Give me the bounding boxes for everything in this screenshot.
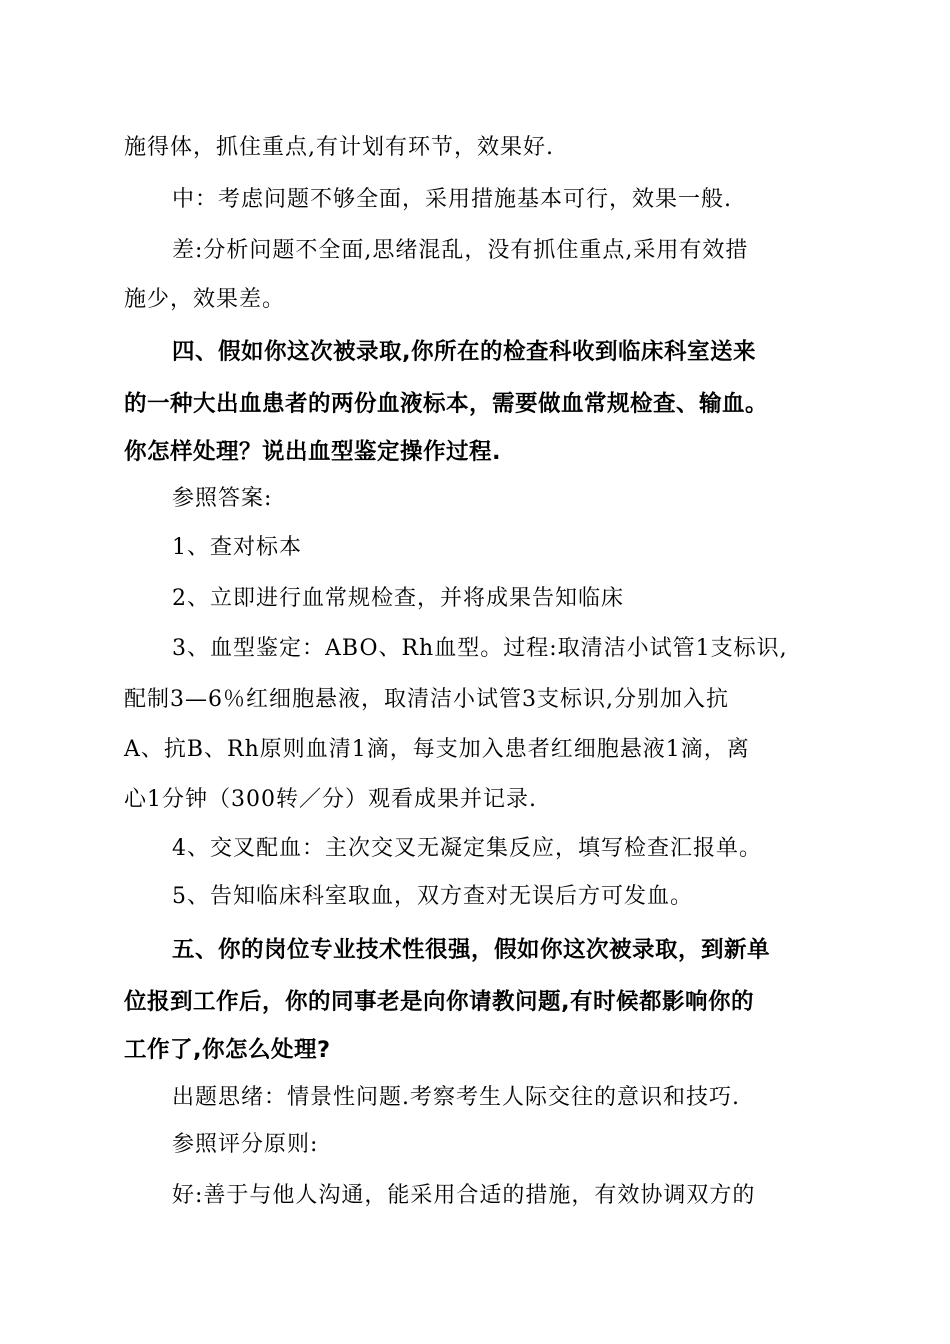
text-line: 参照答案: [172,486,273,511]
question-heading: 四、假如你这次被录取,你所在的检查科收到临床科室送来 [172,339,757,365]
text-line: 心1分钟（300转／分）观看成果并记录. [124,787,537,812]
question-heading: 你怎样处理？说出血型鉴定操作过程. [124,439,502,465]
text-line: 施得体，抓住重点,有计划有环节，效果好. [124,135,554,160]
text-line: 2、立即进行血常规检查，并将成果告知临床 [172,586,624,611]
text-line: 参照评分原则: [172,1132,319,1157]
text-line: 施少，效果差。 [124,287,286,312]
text-line: 3、血型鉴定：ABO、Rh血型。过程:取清洁小试管1支标识, [172,636,788,661]
text-line: 配制3—6％红细胞悬液，取清洁小试管3支标识,分别加入抗 [124,687,729,712]
question-heading: 的一种大出血患者的两份血液标本，需要做血常规检查、输血。 [124,391,769,417]
question-heading: 工作了,你怎么处理? [124,1037,331,1063]
question-heading: 五、你的岗位专业技术性很强，假如你这次被录取，到新单 [172,937,771,963]
text-line: 差:分析问题不全面,思绪混乱，没有抓住重点,采用有效措 [172,238,749,263]
text-line: 出题思绪：情景性问题.考察考生人际交往的意识和技巧. [172,1085,740,1110]
text-line: 5、告知临床科室取血，双方查对无误后方可发血。 [172,884,693,909]
question-heading: 位报到工作后，你的同事老是向你请教问题,有时候都影响你的 [124,989,755,1015]
text-line: A、抗B、Rh原则血清1滴，每支加入患者红细胞悬液1滴，离 [124,737,750,762]
text-line: 好:善于与他人沟通，能采用合适的措施，有效协调双方的 [172,1183,756,1208]
text-line: 1、查对标本 [172,535,302,560]
text-line: 4、交叉配血：主次交叉无凝定集反应，填写检查汇报单。 [172,836,762,861]
text-line: 中：考虑问题不够全面，采用措施基本可行，效果一般. [172,187,732,212]
